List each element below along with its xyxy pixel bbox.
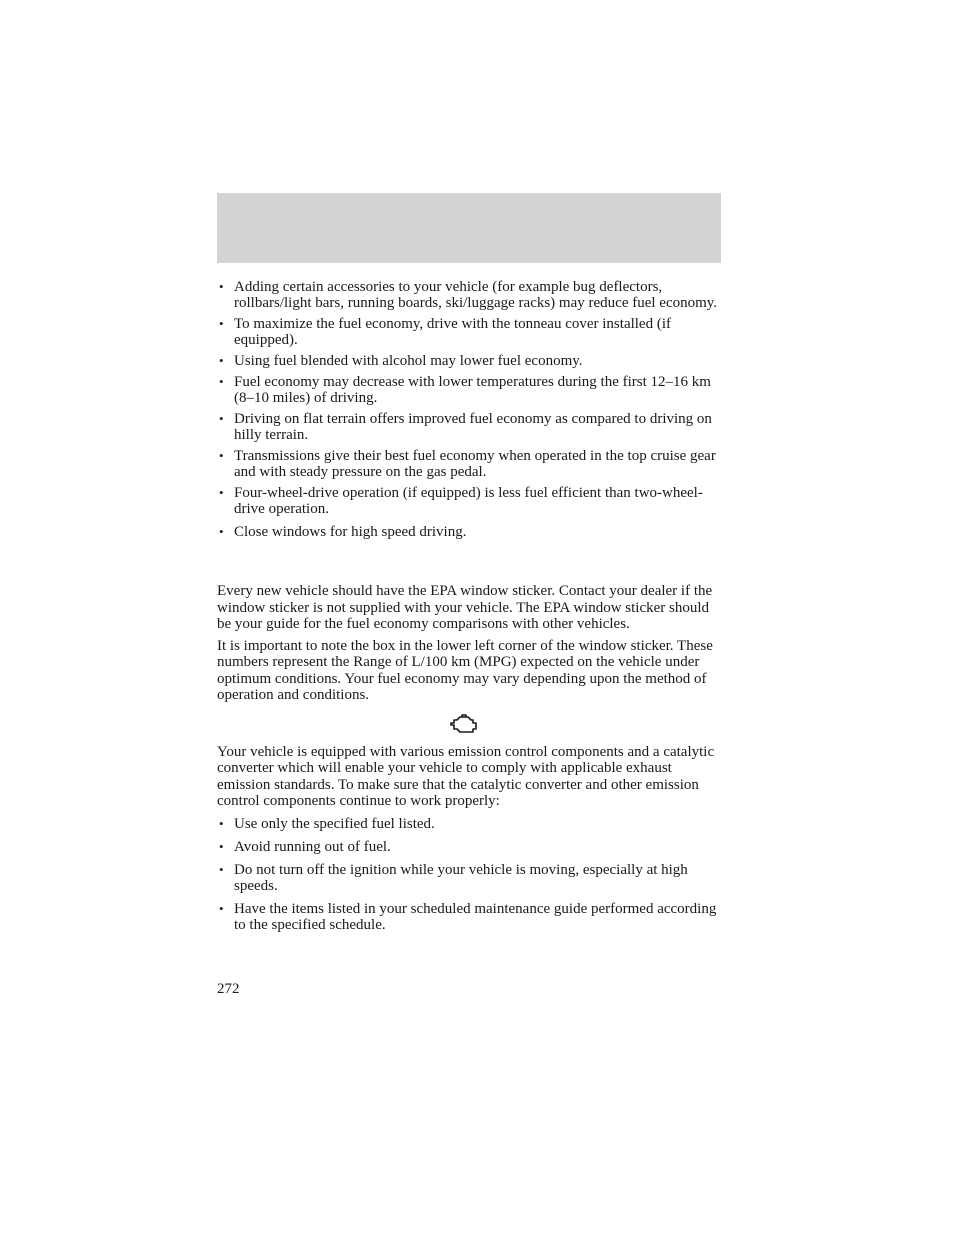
epa-paragraph-1: Every new vehicle should have the EPA window sticker. Contact your dealer if the window sticker is not supplied with your vehicle. The EPA window sticker should be your guide for the fuel economy comparisons with other vehicles. [217,583,713,632]
fuel-tips-list [217,279,723,540]
emission-intro: Your vehicle is equipped with various emission control components and a catalytic converter which will enable your vehicle to comply with applicable exhaust emission standards. To make sure that the catalytic converter and other emission control components continue to work properly: [217,743,715,809]
list-item: • Using fuel blended with alcohol may lower fuel economy. [217,353,723,369]
epa-paragraph-2: It is important to note the box in the lower left corner of the window sticker. These numbers represent the Range of L/100 km (MPG) expected on the vehicle under optimum conditions. Your fuel economy may vary depending upon the method of operation and conditions. [217,637,713,703]
page-number: 272 [217,981,240,997]
list-item: • Adding certain accessories to your vehicle (for example bug deflectors, rollbars/light bars, running boards, ski/luggage racks) may reduce fuel economy. [217,279,723,311]
list-item: • Close windows for high speed driving. [217,524,723,540]
section-gap [217,545,723,583]
list-item: • Transmissions give their best fuel economy when operated in the top cruise gear and with steady pressure on the gas pedal. [217,448,723,480]
list-item: • Four-wheel-drive operation (if equipped) is less fuel efficient than two-wheel-drive operation. [217,485,723,517]
list-item: • Use only the specified fuel listed. [217,816,723,832]
check-engine-icon [448,714,480,736]
page-content [217,276,723,940]
list-item: • To maximize the fuel economy, drive with the tonneau cover installed (if equipped). [217,316,723,348]
emission-icon-row [217,716,723,742]
list-item: • Driving on flat terrain offers improved fuel economy as compared to driving on hilly terrain. [217,411,723,443]
list-item: • Have the items listed in your scheduled maintenance guide performed according to the specified schedule. [217,901,723,933]
list-item: • Fuel economy may decrease with lower temperatures during the first 12–16 km (8–10 miles) of driving. [217,374,723,406]
emission-list [217,816,723,933]
header-band [217,193,721,263]
list-item: • Avoid running out of fuel. [217,839,723,855]
list-item: • Do not turn off the ignition while your vehicle is moving, especially at high speeds. [217,862,723,894]
